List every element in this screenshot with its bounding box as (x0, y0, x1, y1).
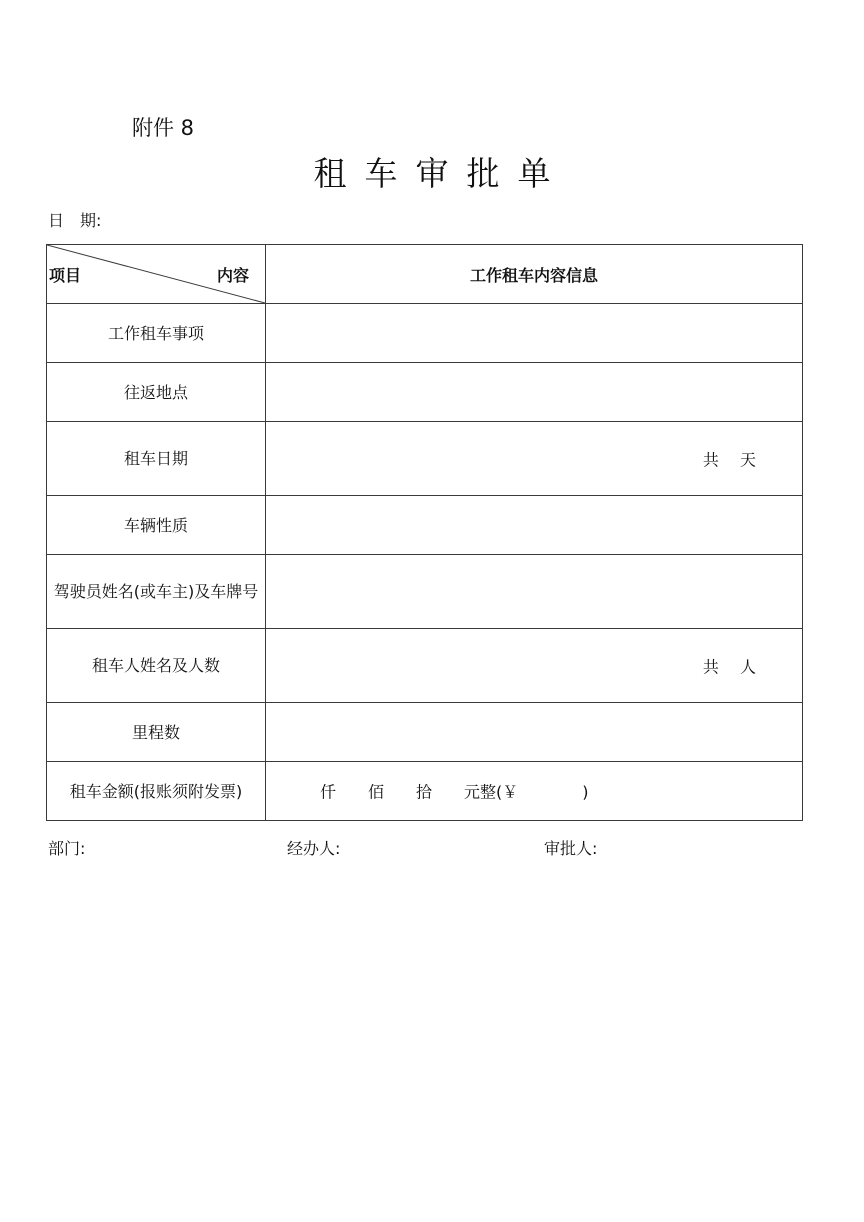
row-label-mileage: 里程数 (47, 703, 266, 762)
header-info-label: 工作租车内容信息 (266, 245, 803, 304)
row-label-driver: 驾驶员姓名(或车主)及车牌号 (47, 555, 266, 629)
header-content-label: 内容 (216, 266, 249, 285)
row-label-rental-date: 租车日期 (47, 422, 266, 496)
row-value-renter[interactable] (266, 629, 803, 703)
amount-units-label: 仟 佰 拾 元整(￥ ) (320, 782, 589, 802)
table-row (47, 555, 803, 629)
table-header-row (47, 245, 803, 304)
row-value-route[interactable] (266, 363, 803, 422)
row-value-driver[interactable] (266, 555, 803, 629)
table-row (47, 762, 803, 821)
handler-label: 经办人: (287, 839, 341, 858)
row-label-renter: 租车人姓名及人数 (47, 629, 266, 703)
table-row (47, 304, 803, 363)
table-row (47, 422, 803, 496)
approver-label: 审批人: (544, 839, 598, 858)
row-label-matter: 工作租车事项 (47, 304, 266, 363)
page-title: 租车审批单 (313, 154, 569, 193)
department-label: 部门: (48, 839, 86, 858)
table-row (47, 629, 803, 703)
row-value-amount[interactable] (266, 762, 803, 821)
row-value-vehicle-type[interactable] (266, 496, 803, 555)
people-total-label: 共 人 (702, 657, 756, 676)
row-label-vehicle-type: 车辆性质 (47, 496, 266, 555)
attachment-label: 附件 8 (132, 116, 195, 140)
table-row (47, 496, 803, 555)
days-total-label: 共 天 (702, 450, 756, 469)
row-value-matter[interactable] (266, 304, 803, 363)
row-label-amount: 租车金额(报账须附发票) (47, 762, 266, 821)
row-value-mileage[interactable] (266, 703, 803, 762)
header-corner-cell (47, 245, 266, 304)
row-label-route: 往返地点 (47, 363, 266, 422)
date-label: 日 期: (48, 211, 102, 230)
table-row (47, 363, 803, 422)
approval-form-table (46, 244, 803, 821)
header-item-label: 项目 (49, 266, 82, 285)
table-row (47, 703, 803, 762)
row-value-rental-date[interactable] (266, 422, 803, 496)
